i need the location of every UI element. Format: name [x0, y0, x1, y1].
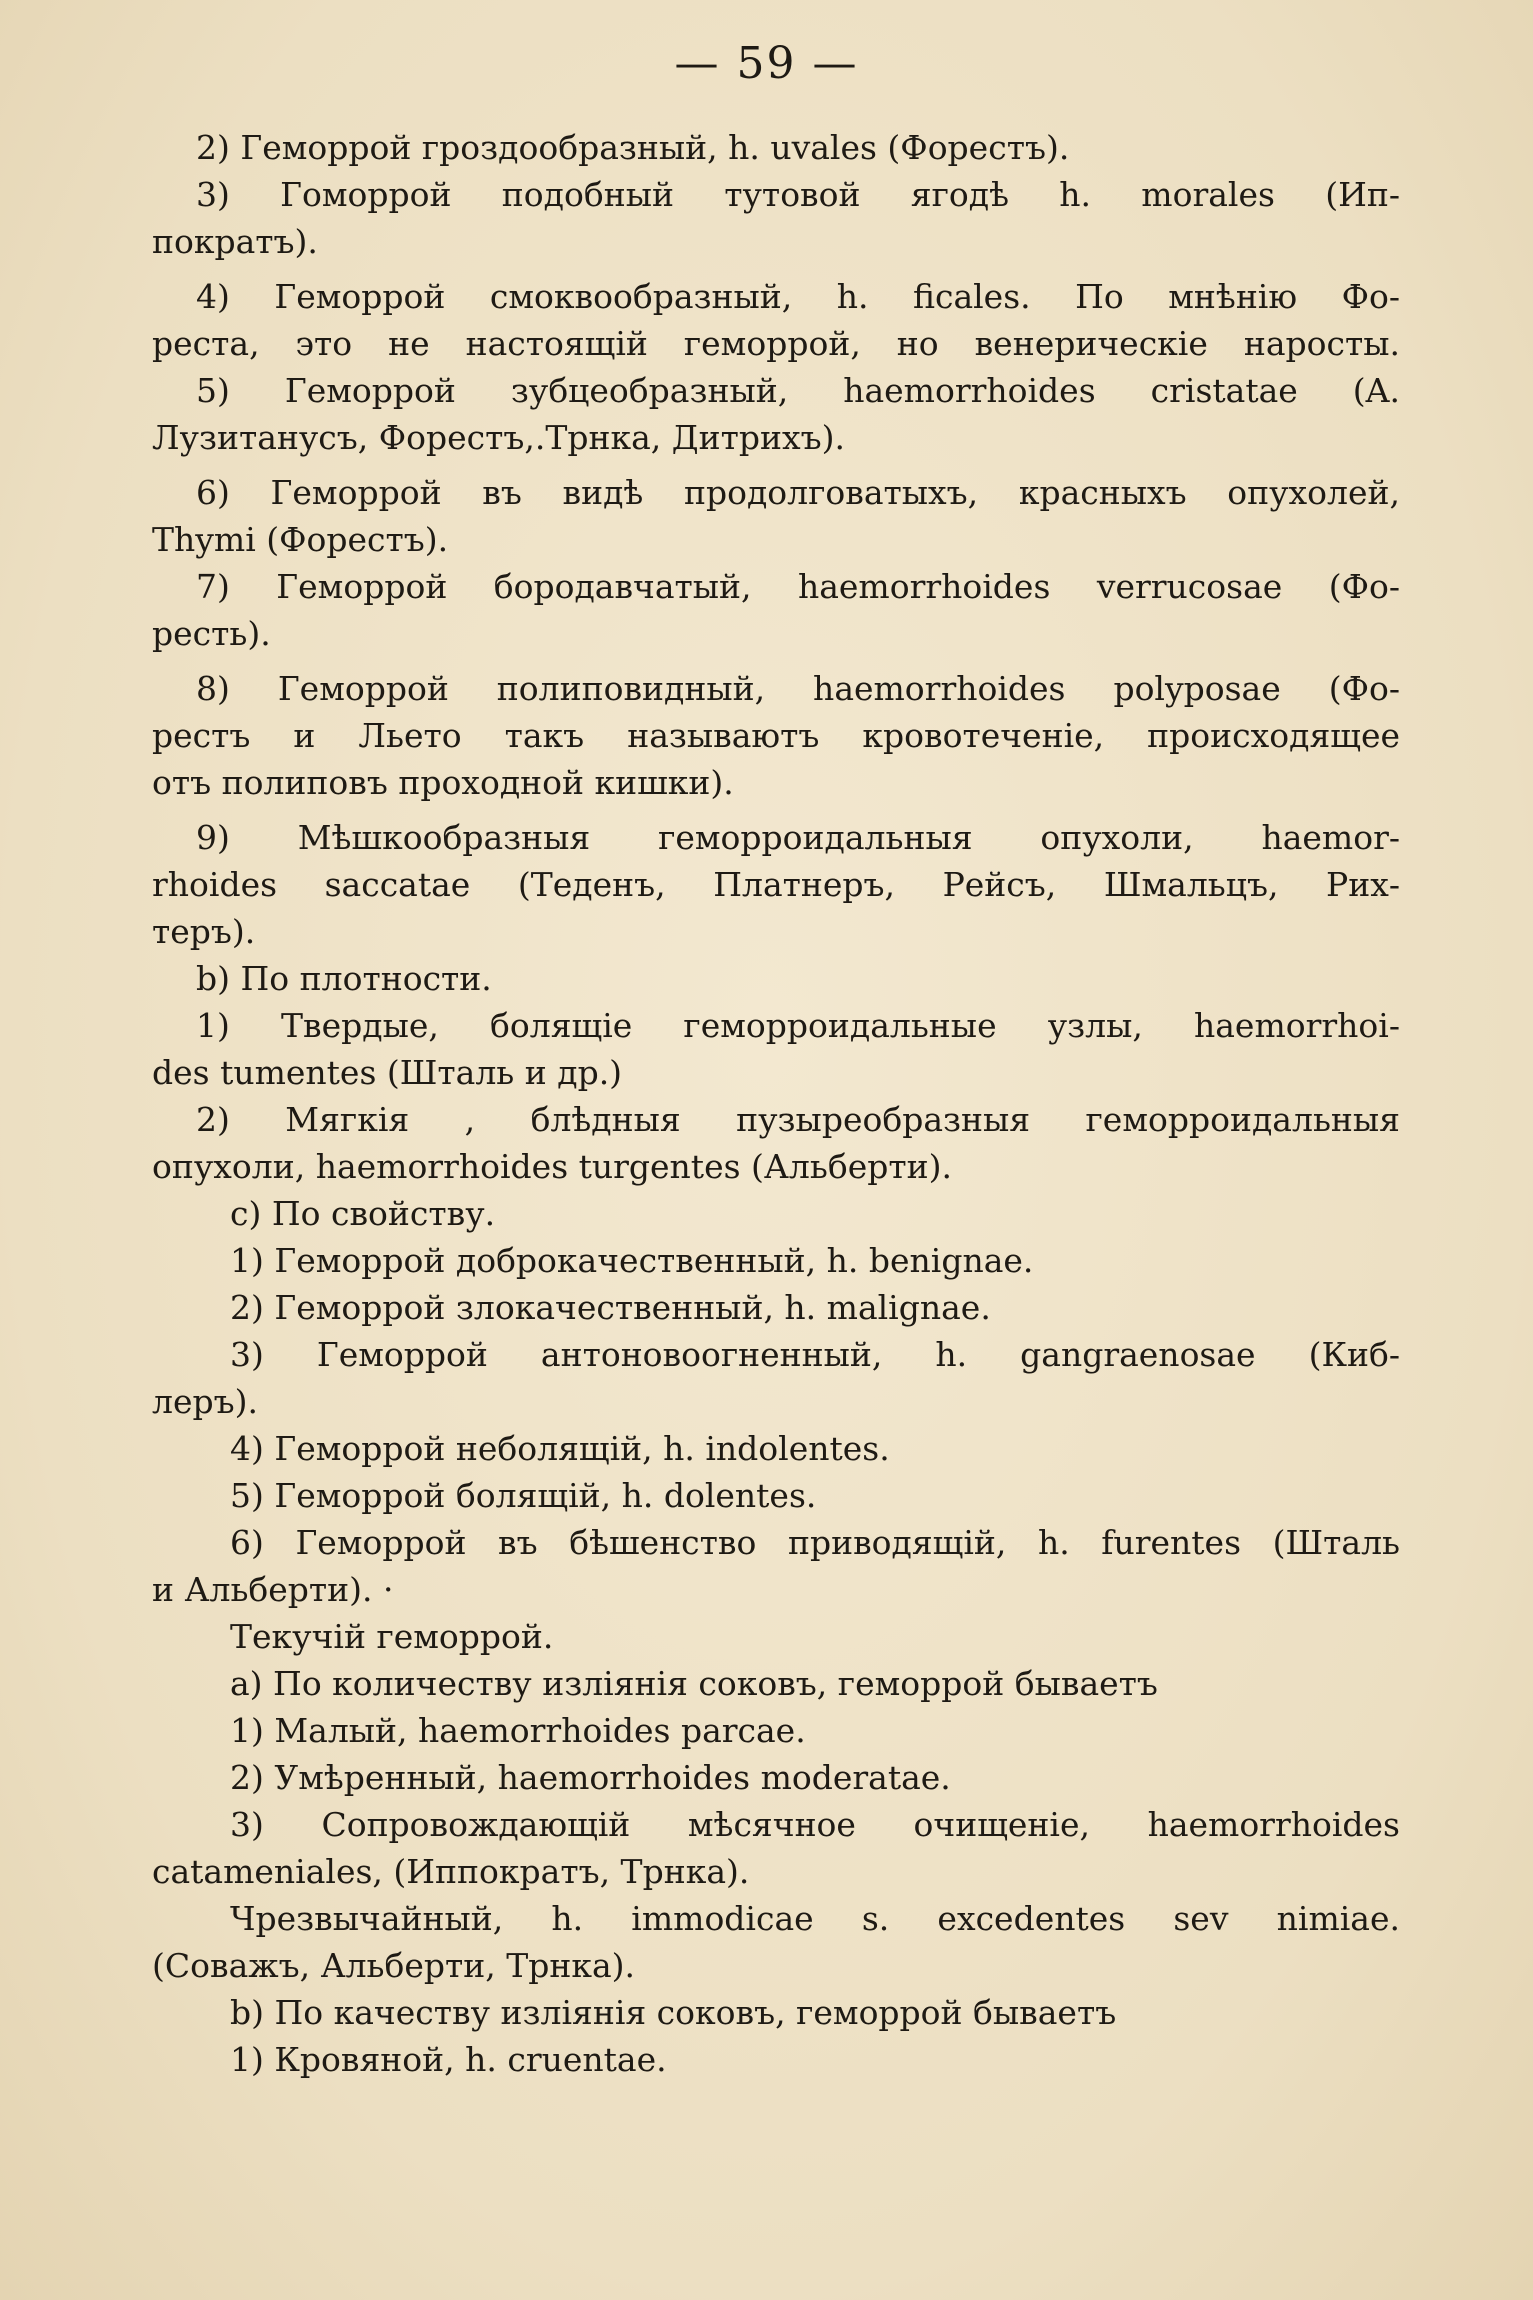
text-line: 6) Геморрой въ видѣ продолговатыхъ, красныхъ опухолей,: [196, 473, 1400, 512]
text-line: 1) Малый, haemorrhoides parcae.: [230, 1711, 806, 1750]
text-line: 2) Мягкія , блѣдныя пузыреобразныя геморроидальныя: [196, 1100, 1400, 1139]
text-line: 5) Геморрой болящій, h. dolentes.: [230, 1476, 817, 1515]
text-line: и Альберти). ·: [152, 1570, 394, 1609]
text-line: 3) Гоморрой подобный тутовой ягодѣ h. morales (Ип-: [196, 175, 1400, 214]
text-line: теръ).: [152, 912, 256, 951]
text-line: 1) Геморрой доброкачественный, h. benignae.: [230, 1241, 1034, 1280]
text-line: (Соважъ, Альберти, Трнка).: [152, 1946, 636, 1985]
text-line: рестъ и Льето такъ называютъ кровотеченіе, происходящее: [152, 716, 1400, 755]
text-line: опухоли, haemorrhoides turgentes (Альберти).: [152, 1147, 952, 1186]
text-line: c) По свойству.: [230, 1194, 496, 1233]
text-line: реста, это не настоящій геморрой, но венерическіе наросты.: [152, 324, 1400, 363]
text-line: 4) Геморрой смоквообразный, h. ficales. По мнѣнію Фо-: [196, 277, 1400, 316]
text-line: Thymi (Форестъ).: [152, 520, 449, 559]
text-line: ресть).: [152, 614, 271, 653]
text-line: 5) Геморрой зубцеобразный, haemorrhoides cristatae (A.: [196, 371, 1400, 410]
text-line: 3) Геморрой антоновоогненный, h. gangraenosae (Киб-: [230, 1335, 1400, 1374]
text-line: 6) Геморрой въ бѣшенство приводящій, h. furentes (Шталь: [230, 1523, 1400, 1562]
text-line: 8) Геморрой полиповидный, haemorrhoides polyposae (Фо-: [196, 669, 1400, 708]
text-line: 7) Геморрой бородавчатый, haemorrhoides verrucosae (Фо-: [196, 567, 1400, 606]
text-line: 3) Сопровождающій мѣсячное очищеніе, haemorrhoides: [230, 1805, 1400, 1844]
text-line: 9) Мѣшкообразныя геморроидальныя опухоли, haemor-: [196, 818, 1400, 857]
page-body: [152, 124, 1400, 2083]
text-line: леръ).: [152, 1382, 258, 1421]
page-number: — 59 —: [674, 38, 859, 89]
text-line: 2) Геморрой гроздообразный, h. uvales (Форестъ).: [196, 128, 1070, 167]
text-line: rhoides saccatae (Теденъ, Платнеръ, Рейсъ, Шмальцъ, Рих-: [152, 865, 1400, 904]
text-line: b) По плотности.: [196, 959, 492, 998]
text-line: Чрезвычайный, h. immodicae s. excedentes sev nimiae.: [230, 1899, 1400, 1938]
text-line: 1) Твердые, болящіе геморроидальные узлы, haemorrhoi-: [196, 1006, 1400, 1045]
text-line: 2) Умѣренный, haemorrhoides moderatae.: [230, 1758, 951, 1797]
text-line: catameniales, (Иппократъ, Трнка).: [152, 1852, 750, 1891]
text-line: отъ полиповъ проходной кишки).: [152, 763, 734, 802]
text-line: b) По качеству изліянія соковъ, геморрой бываетъ: [230, 1993, 1117, 2032]
text-line: 2) Геморрой злокачественный, h. malignae.: [230, 1288, 991, 1327]
text-line: a) По количеству изліянія соковъ, геморрой бываетъ: [230, 1664, 1158, 1703]
text-line: 4) Геморрой неболящій, h. indolentes.: [230, 1429, 890, 1468]
text-line: des tumentes (Шталь и др.): [152, 1053, 623, 1092]
text-line: пократъ).: [152, 222, 318, 261]
text-line: 1) Кровяной, h. cruentae.: [230, 2040, 667, 2079]
text-line: Текучій геморрой.: [230, 1617, 554, 1656]
text-line: Лузитанусъ, Форестъ,.Трнка, Дитрихъ).: [152, 418, 845, 457]
